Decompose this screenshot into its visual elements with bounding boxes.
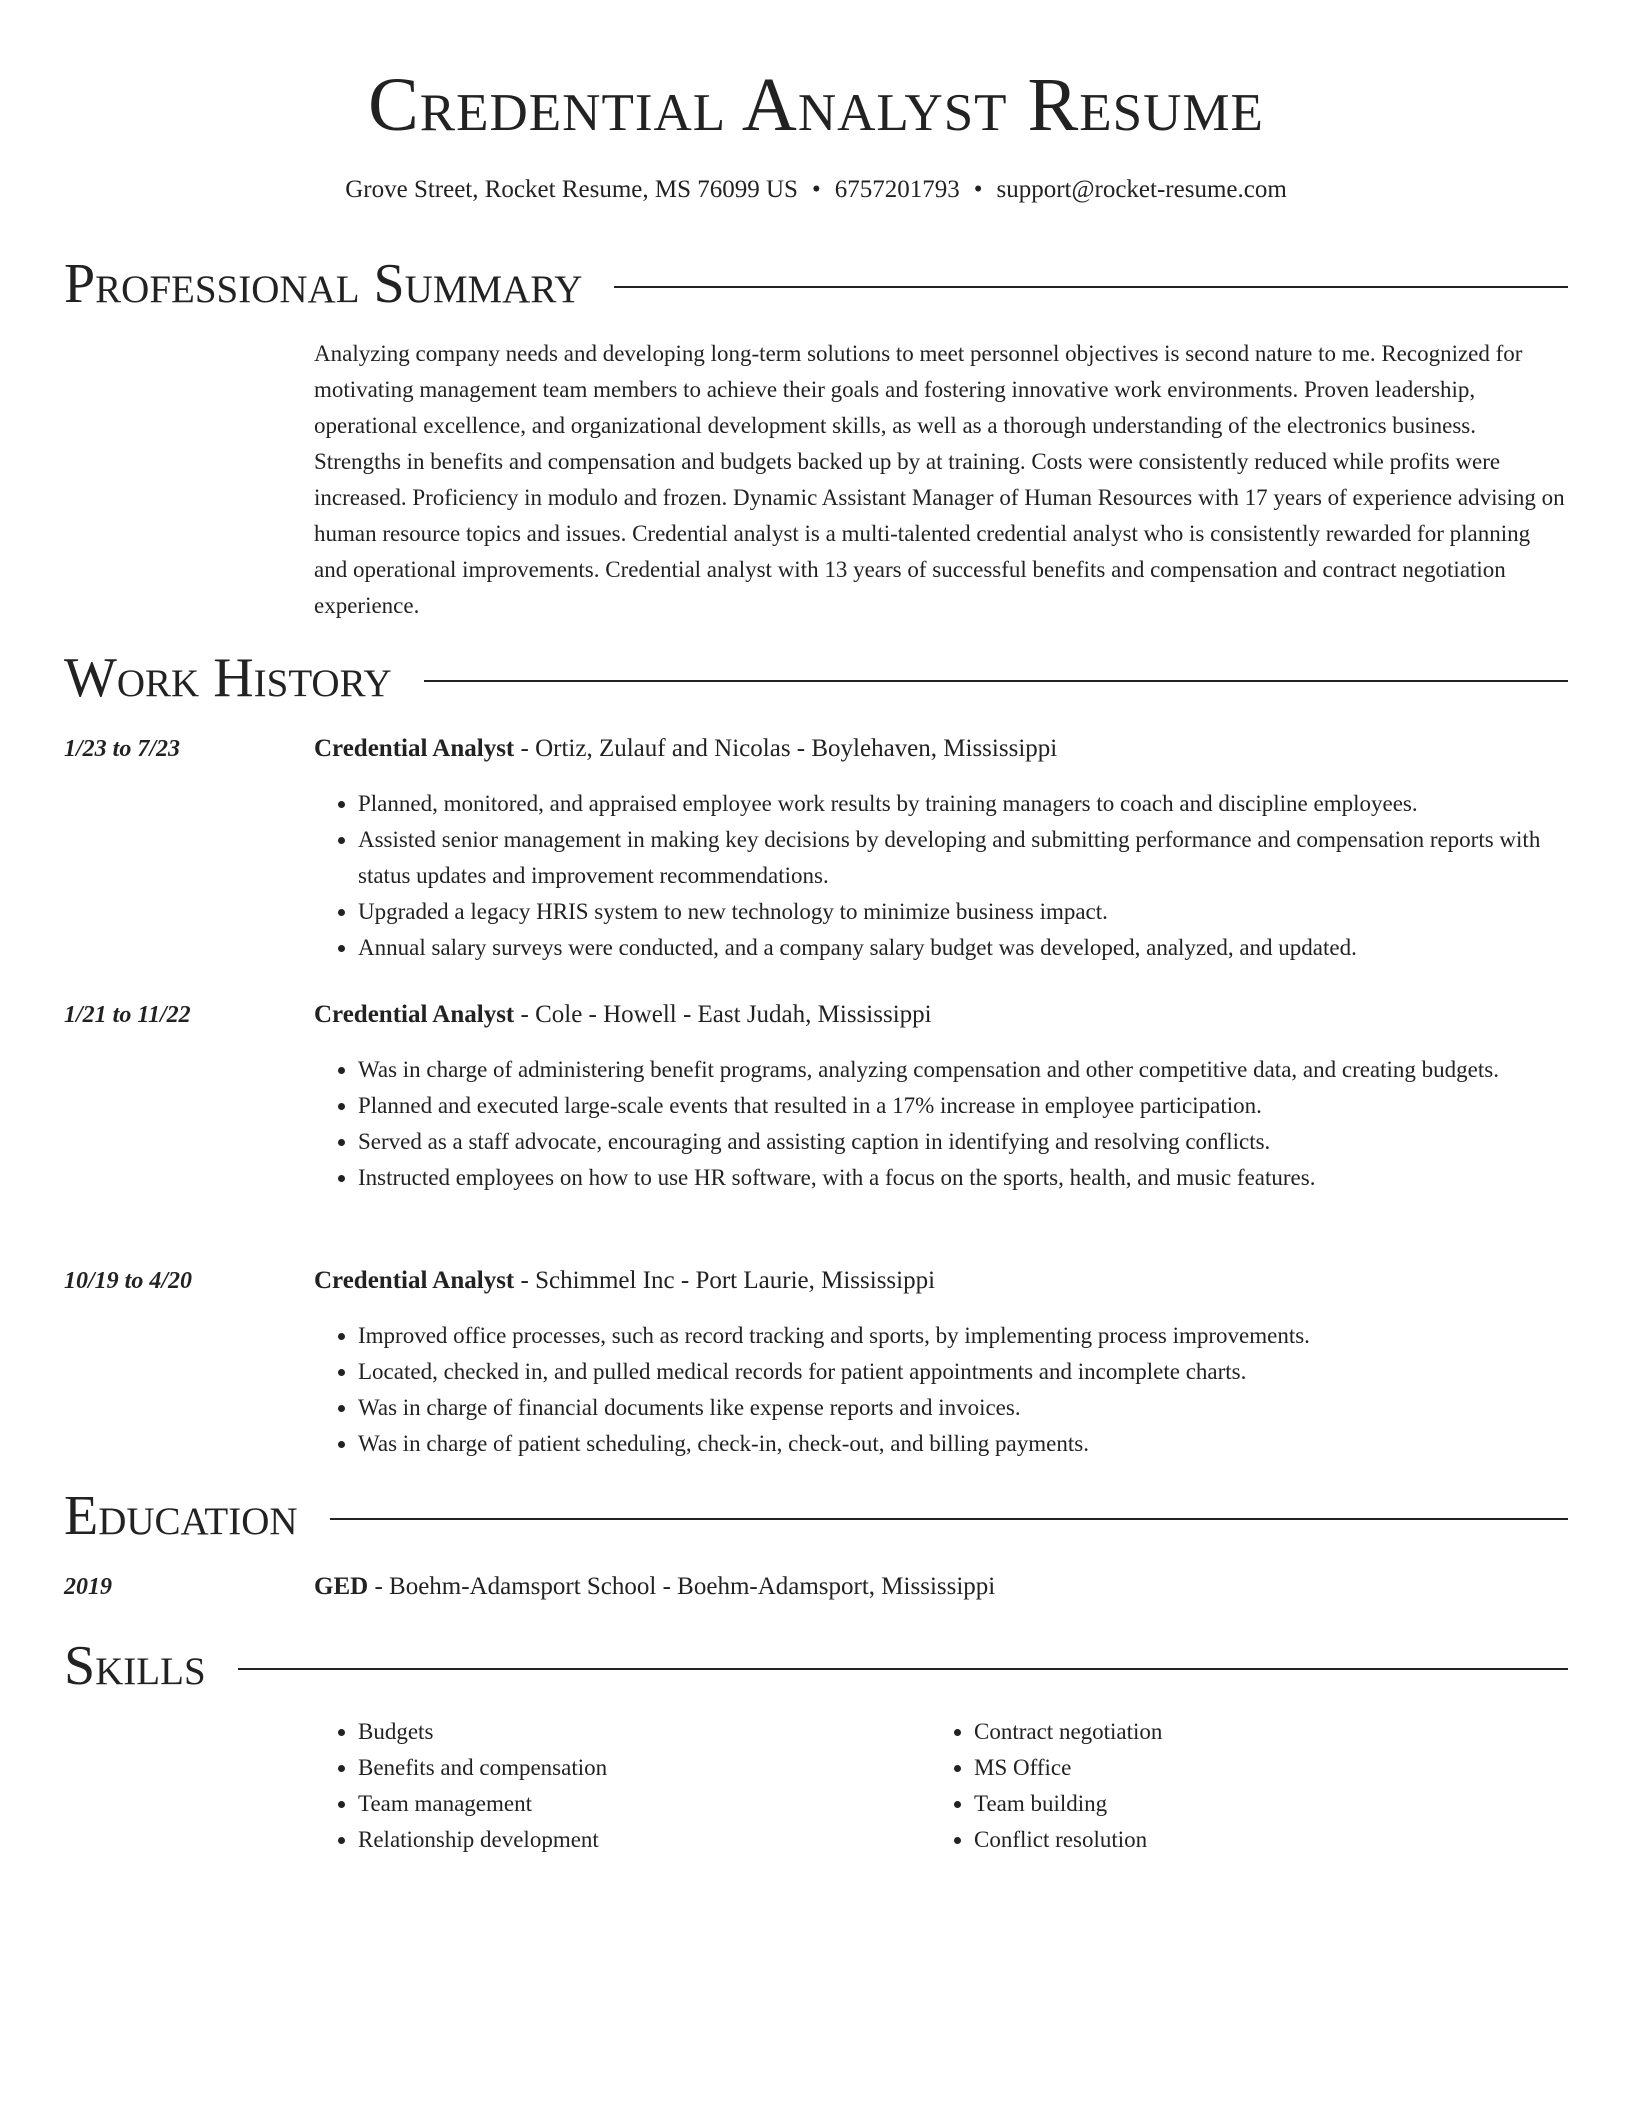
section-divider (424, 680, 1568, 682)
job-title: Credential Analyst (314, 1267, 515, 1294)
contact-email: support@rocket-resume.com (996, 176, 1287, 203)
skill-item: • Conflict resolution (974, 1822, 1514, 1858)
skill-item: • Contract negotiation (974, 1714, 1514, 1750)
resume-title: Credential Analyst Resume (368, 63, 1264, 147)
skill-item: • Budgets (358, 1714, 898, 1750)
job-details: - Schimmel Inc - Port Laurie, Mississippi (514, 1267, 936, 1294)
contact-phone: 6757201793 (834, 176, 960, 203)
contact-separator: • (973, 176, 983, 203)
education-heading: Education (64, 1485, 298, 1547)
job-heading (314, 732, 1568, 766)
education-year: 2019 (64, 1574, 112, 1600)
job-details: - Ortiz, Zulauf and Nicolas - Boylehaven, Mississippi (514, 735, 1058, 762)
job-bullets (314, 786, 1568, 966)
education-details: - Boehm-Adamsport School - Boehm-Adamsport, Mississippi (368, 1573, 996, 1600)
summary-heading: Professional Summary (64, 253, 583, 315)
section-divider (330, 1518, 1568, 1520)
skills-heading: Skills (64, 1635, 206, 1697)
skill-item: • Relationship development (358, 1822, 898, 1858)
list-item: • Was in charge of financial documents like expense reports and invoices. (358, 1390, 1568, 1426)
contact-address: Grove Street, Rocket Resume, MS 76099 US (345, 176, 798, 203)
skill-item: • Team management (358, 1786, 898, 1822)
section-divider (238, 1668, 1568, 1670)
skill-item: • Team building (974, 1786, 1514, 1822)
job-title: Credential Analyst (314, 1001, 515, 1028)
job-details: - Cole - Howell - East Judah, Mississippi (514, 1001, 932, 1028)
list-item: • Planned and executed large-scale events that resulted in a 17% increase in employee participation. (358, 1088, 1568, 1124)
skill-item: • Benefits and compensation (358, 1750, 898, 1786)
job-bullets (314, 1318, 1568, 1462)
list-item: • Assisted senior management in making key decisions by developing and submitting performance and compensation reports with status updates and improvement recommendations. (358, 822, 1568, 894)
education-heading-line (314, 1570, 1568, 1604)
skills-list-left (314, 1714, 898, 1858)
skills-section-header (64, 1634, 1568, 1698)
skill-item: • MS Office (974, 1750, 1514, 1786)
job-dates: 10/19 to 4/20 (64, 1268, 193, 1294)
work-heading: Work History (64, 647, 392, 709)
work-section-header (64, 646, 1568, 710)
list-item: • Upgraded a legacy HRIS system to new technology to minimize business impact. (358, 894, 1568, 930)
list-item: • Improved office processes, such as record tracking and sports, by implementing process improvements. (358, 1318, 1568, 1354)
list-item: • Was in charge of administering benefit programs, analyzing compensation and other competitive data, and creating budgets. (358, 1052, 1568, 1088)
education-section-header (64, 1484, 1568, 1548)
list-item: • Instructed employees on how to use HR software, with a focus on the sports, health, and music features. (358, 1160, 1568, 1196)
list-item: • Planned, monitored, and appraised employee work results by training managers to coach and discipline employees. (358, 786, 1568, 822)
list-item: • Served as a staff advocate, encouraging and assisting caption in identifying and resolving conflicts. (358, 1124, 1568, 1160)
skills-list-right (930, 1714, 1514, 1858)
job-title: Credential Analyst (314, 735, 515, 762)
job-dates: 1/23 to 7/23 (64, 736, 181, 762)
education-degree: GED (314, 1573, 369, 1600)
summary-text: Analyzing company needs and developing long-term solutions to meet personnel objectives is second nature to me. Recognized for motivating management team members to achieve their goals and fostering innovative work environments. Proven leadership, operational excellence, and organizational development skills, as well as a thorough understanding of the electronics business. Strengths in benefits and compensation and budgets backed up by at training. Costs were consistently reduced while profits were increased. Proficiency in modulo and frozen. Dynamic Assistant Manager of Human Resources with 17 years of experience advising on human resource topics and issues. Credential analyst is a multi-talented credential analyst who is consistently rewarded for planning and operational improvements. Credential analyst with 13 years of successful benefits and compensation and contract negotiation experience. (314, 341, 1565, 618)
list-item: • Annual salary surveys were conducted, and a company salary budget was developed, analyzed, and updated. (358, 930, 1568, 966)
list-item: • Located, checked in, and pulled medical records for patient appointments and incomplete charts. (358, 1354, 1568, 1390)
contact-separator: • (811, 176, 821, 203)
job-dates: 1/21 to 11/22 (64, 1002, 191, 1028)
contact-line (64, 174, 1568, 206)
job-bullets (314, 1052, 1568, 1196)
section-divider (614, 286, 1568, 288)
summary-section-header (64, 252, 1568, 316)
job-heading (314, 998, 1568, 1032)
job-heading (314, 1264, 1568, 1298)
list-item: • Was in charge of patient scheduling, check-in, check-out, and billing payments. (358, 1426, 1568, 1462)
